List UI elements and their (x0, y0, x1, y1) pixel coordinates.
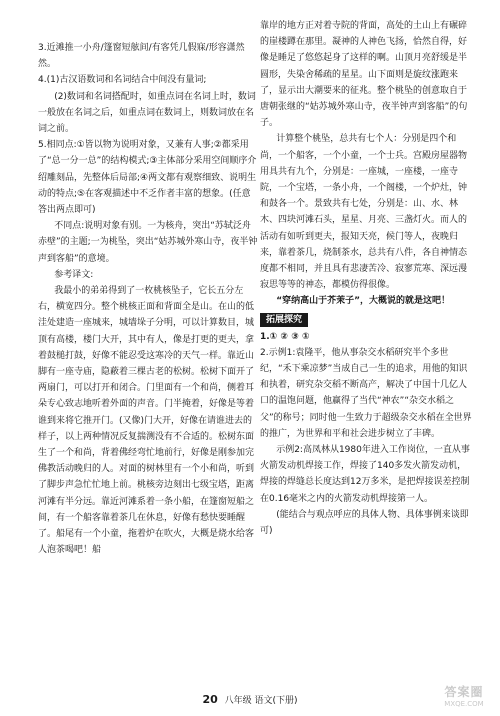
paragraph: 我最小的弟弟得到了一枚桃核坠子，它长五分左右，横宽四分。整个桃核正面和背面全是山。在山的低洼处建造一座城来，城墙垛子分明，可以计算数目，城顶有高楼，楼门大开，其中有人，像是打更的更夫，拿着鼓槌打鼓，好像不能忍受这寒冷的天气一样。靠近山脚有一座寺庙，隐蔽着三棵古老的松树。松树下面开了两扇门，可以打开和闭合。门里面有一个和尚，侧着耳朵专心致志地听着外面的声音。门半掩着，好像是等着谁到来将它推开门。(又像)门大开，好像在请谁进去的样子，以上两种情况反复揣测没有不合适的。松树东面生了一个和尚，背着佛经弯忙地前行，好像是刚参加完佛教活动晚归的人。对面的树林里有一个小和尚，听到了脚步声急忙忙地上前。桃核旁边刻出七级宝塔，距离河滩有半分远。靠近河滩系着一条小船，在篷窗短船之间，有一个船客靠着茶几在休息，好像有愁快要睡醒了。船尾有一个小童，拖着炉在吹火，大概是烧水给客人泡茶喝吧！船 (38, 286, 255, 556)
paragraph: 不同点:说明对象有别。一为核舟，突出“苏轼泛舟赤壁”的主题;一为桃坠，突出“姑苏城外寒山寺，夜半钟声到客船”的意境。 (38, 221, 258, 264)
paragraph: (2)数词和名词搭配时，如重点词在名词上时，数词一般放在名词之后，如重点词在数词上，则数词放在名词之前。 (38, 91, 256, 135)
page-footer (0, 693, 500, 706)
paragraph: 5.相同点:①皆以物为说明对象，又兼有人事;②都采用了“总一分一总”的结构模式;③主体部分采用空间顺序介绍雕刻品，先整体后局部;④两文都有观察细致、说明生动的特点;⑤在客观描述中不乏作者丰富的想象。(任意答出两点即可) (38, 140, 257, 216)
expand-answers (260, 329, 474, 540)
paragraph: 4.(1)古汉语数词和名词结合中间没有量词; (38, 75, 207, 86)
paragraph: 靠岸的地方正对着寺院的背面，高处的土山上有碾碎的崖楼蹲在那里。凝神的人神色飞扬，恰然自得，好像是睡足了悠悠起身了这样的啊。山顶月亮舒缓是半圆形，失染舍稀疏的星星。山下面则是旋纹涨跑来了，显示出大潮要来的征兆。整个桃坠的创意取自于唐朝张继的“姑苏城外寒山寺，夜半钟声到客船”的句子。 (260, 21, 468, 129)
paragraph: (能结合与观点呼应的具体人物、具体事例来谈即可) (260, 509, 469, 537)
subject-label: 语文(下册) (254, 696, 298, 706)
paragraph: “穿纳高山于芥茉子”，大概说的就是这吧！ (276, 296, 451, 307)
paragraph: 示例2:高凤林从1980年进入工作岗位，一直从事火箭发动机焊接工作，焊接了140多发火箭发动机，焊接的焊缝总长度达到12万多米，是把焊接误差控制在0.16毫米之内的火箭发动机焊接第一人。 (260, 445, 470, 504)
paragraph: 计算整个桃坠，总共有七个人：分别是四个和尚，一个船客，一个小童，一个士兵。宫殿房屋器物用具共有九个，分别是：一座城，一座楼，一座寺院，一个宝塔，一条小舟，一个阁楼，一个炉灶，钟和鼓各一个。景致共有七处，分别是：山、水、林木、四块河滩石头，星星、月亮、三盏灯火。而人的活动有如听到更夫，报知天亮，候门等人，夜晚归来，靠着茶几，烧制茶水，总共有八件，各自神情态度都不相同，并且具有悲凄苦冷、寂寥荒寒、深远漫寂思等等的神态，都模仿得很像。 (260, 134, 468, 291)
right-column (260, 18, 474, 539)
grade-label: 八年级 (224, 696, 252, 706)
paragraph: 1.① ② ③ ① (260, 331, 310, 342)
page-number: 20 (202, 693, 218, 706)
paragraph: 参考译文: (54, 269, 94, 280)
paragraph: 3.近滩推一小舟/篷窗短舷间/有客凭几假寐/形容潇然然。 (38, 43, 245, 70)
paragraph: 2.示例1:袁隆平，他从事杂交水稻研究半个多世纪，“禾下乘凉梦”当成自己一生的追求，用他的知识和执着，研究杂交稻不断高产，解决了中国十几亿人口的温饱问题，他赢得了当代“神农”“杂交水稻之父”的称号；同时他一生致力于超级杂交水稻在全世界的推广，为世界和平和社会进步树立了丰碑。 (260, 347, 472, 439)
left-column (38, 40, 258, 559)
section-heading-expand: 拓展探究 (260, 313, 308, 327)
watermark-logo: 答案圈 MXQE.COM (444, 685, 484, 708)
translation-continued (260, 18, 474, 310)
